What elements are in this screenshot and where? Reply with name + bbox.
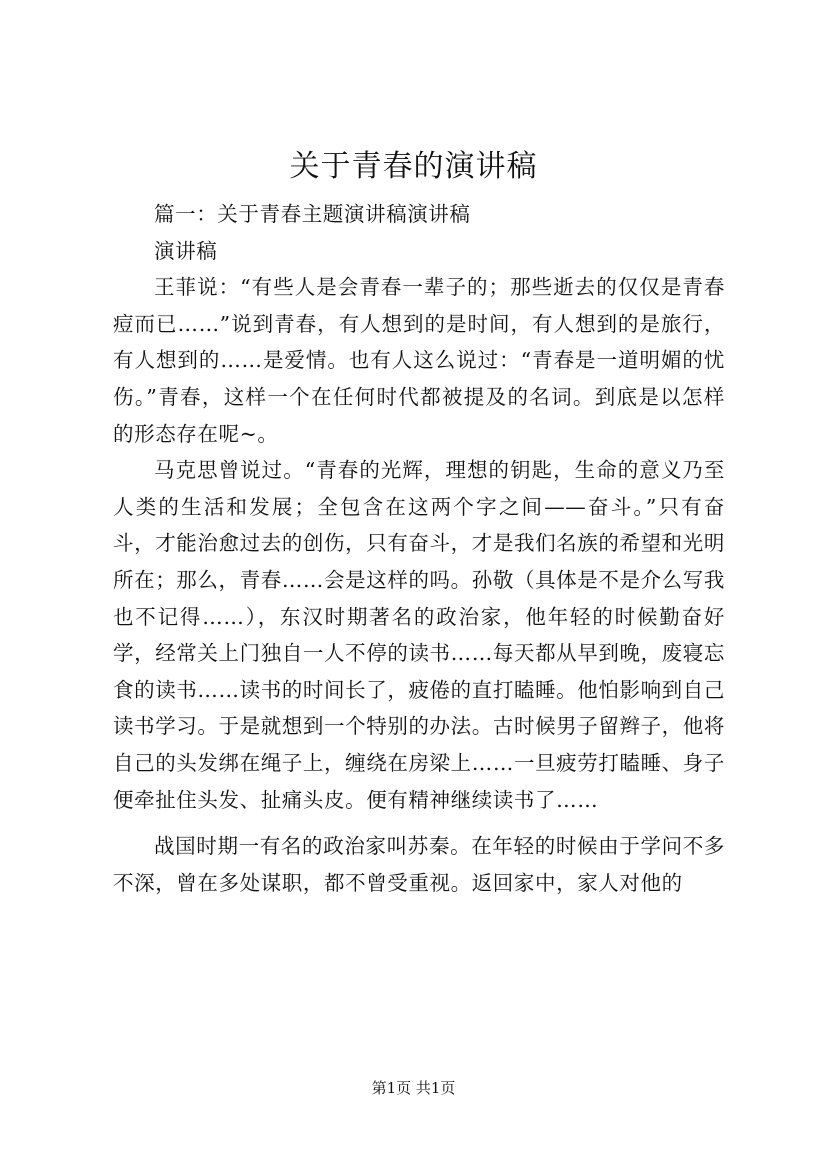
document-title: 关于青春的演讲稿 — [289, 149, 538, 184]
document-body — [113, 196, 725, 901]
page-footer: 第1页 共1页 — [371, 1079, 456, 1097]
body-paragraph: 马克思曾说过。“青春的光辉，理想的钥匙，生命的意义乃至人类的生活和发展；全包含在这两个字之间——奋斗。”只有奋斗，才能治愈过去的创伤，只有奋斗，才是我们名族的希望和光明所在；那么，青春……会是这样的吗。孙敬（具体是不是介么写我也不记得……），东汉时期著名的政治家，他年轻的时候勤奋好学，经常关上门独自一人不停的读书……每天都从早到晚，废寝忘食的读书……读书的时间长了，疲倦的直打瞌睡。他怕影响到自己读书学习。于是就想到一个特别的办法。古时候男子留辫子，他将自己的头发绑在绳子上，缠绕在房梁上……一旦疲劳打瞌睡、身子便牵扯住头发、扯痛头皮。便有精神继续读书了…… — [113, 458, 725, 812]
section-heading: 篇一：关于青春主题演讲稿演讲稿 — [154, 202, 471, 226]
body-paragraph: 王菲说：“有些人是会青春一辈子的；那些逝去的仅仅是青春痘而已……”说到青春，有人想到的是时间，有人想到的是旅行，有人想到的……是爱情。也有人这么说过：“青春是一道明媚的忧伤。”青春，这样一个在任何时代都被提及的名词。到底是以怎样的形态存在呢~。 — [113, 275, 725, 446]
body-paragraph: 战国时期一有名的政治家叫苏秦。在年轻的时候由于学问不多不深，曾在多处谋职，都不曾受重视。返回家中，家人对他的 — [113, 834, 725, 895]
subsection-heading: 演讲稿 — [154, 238, 218, 263]
